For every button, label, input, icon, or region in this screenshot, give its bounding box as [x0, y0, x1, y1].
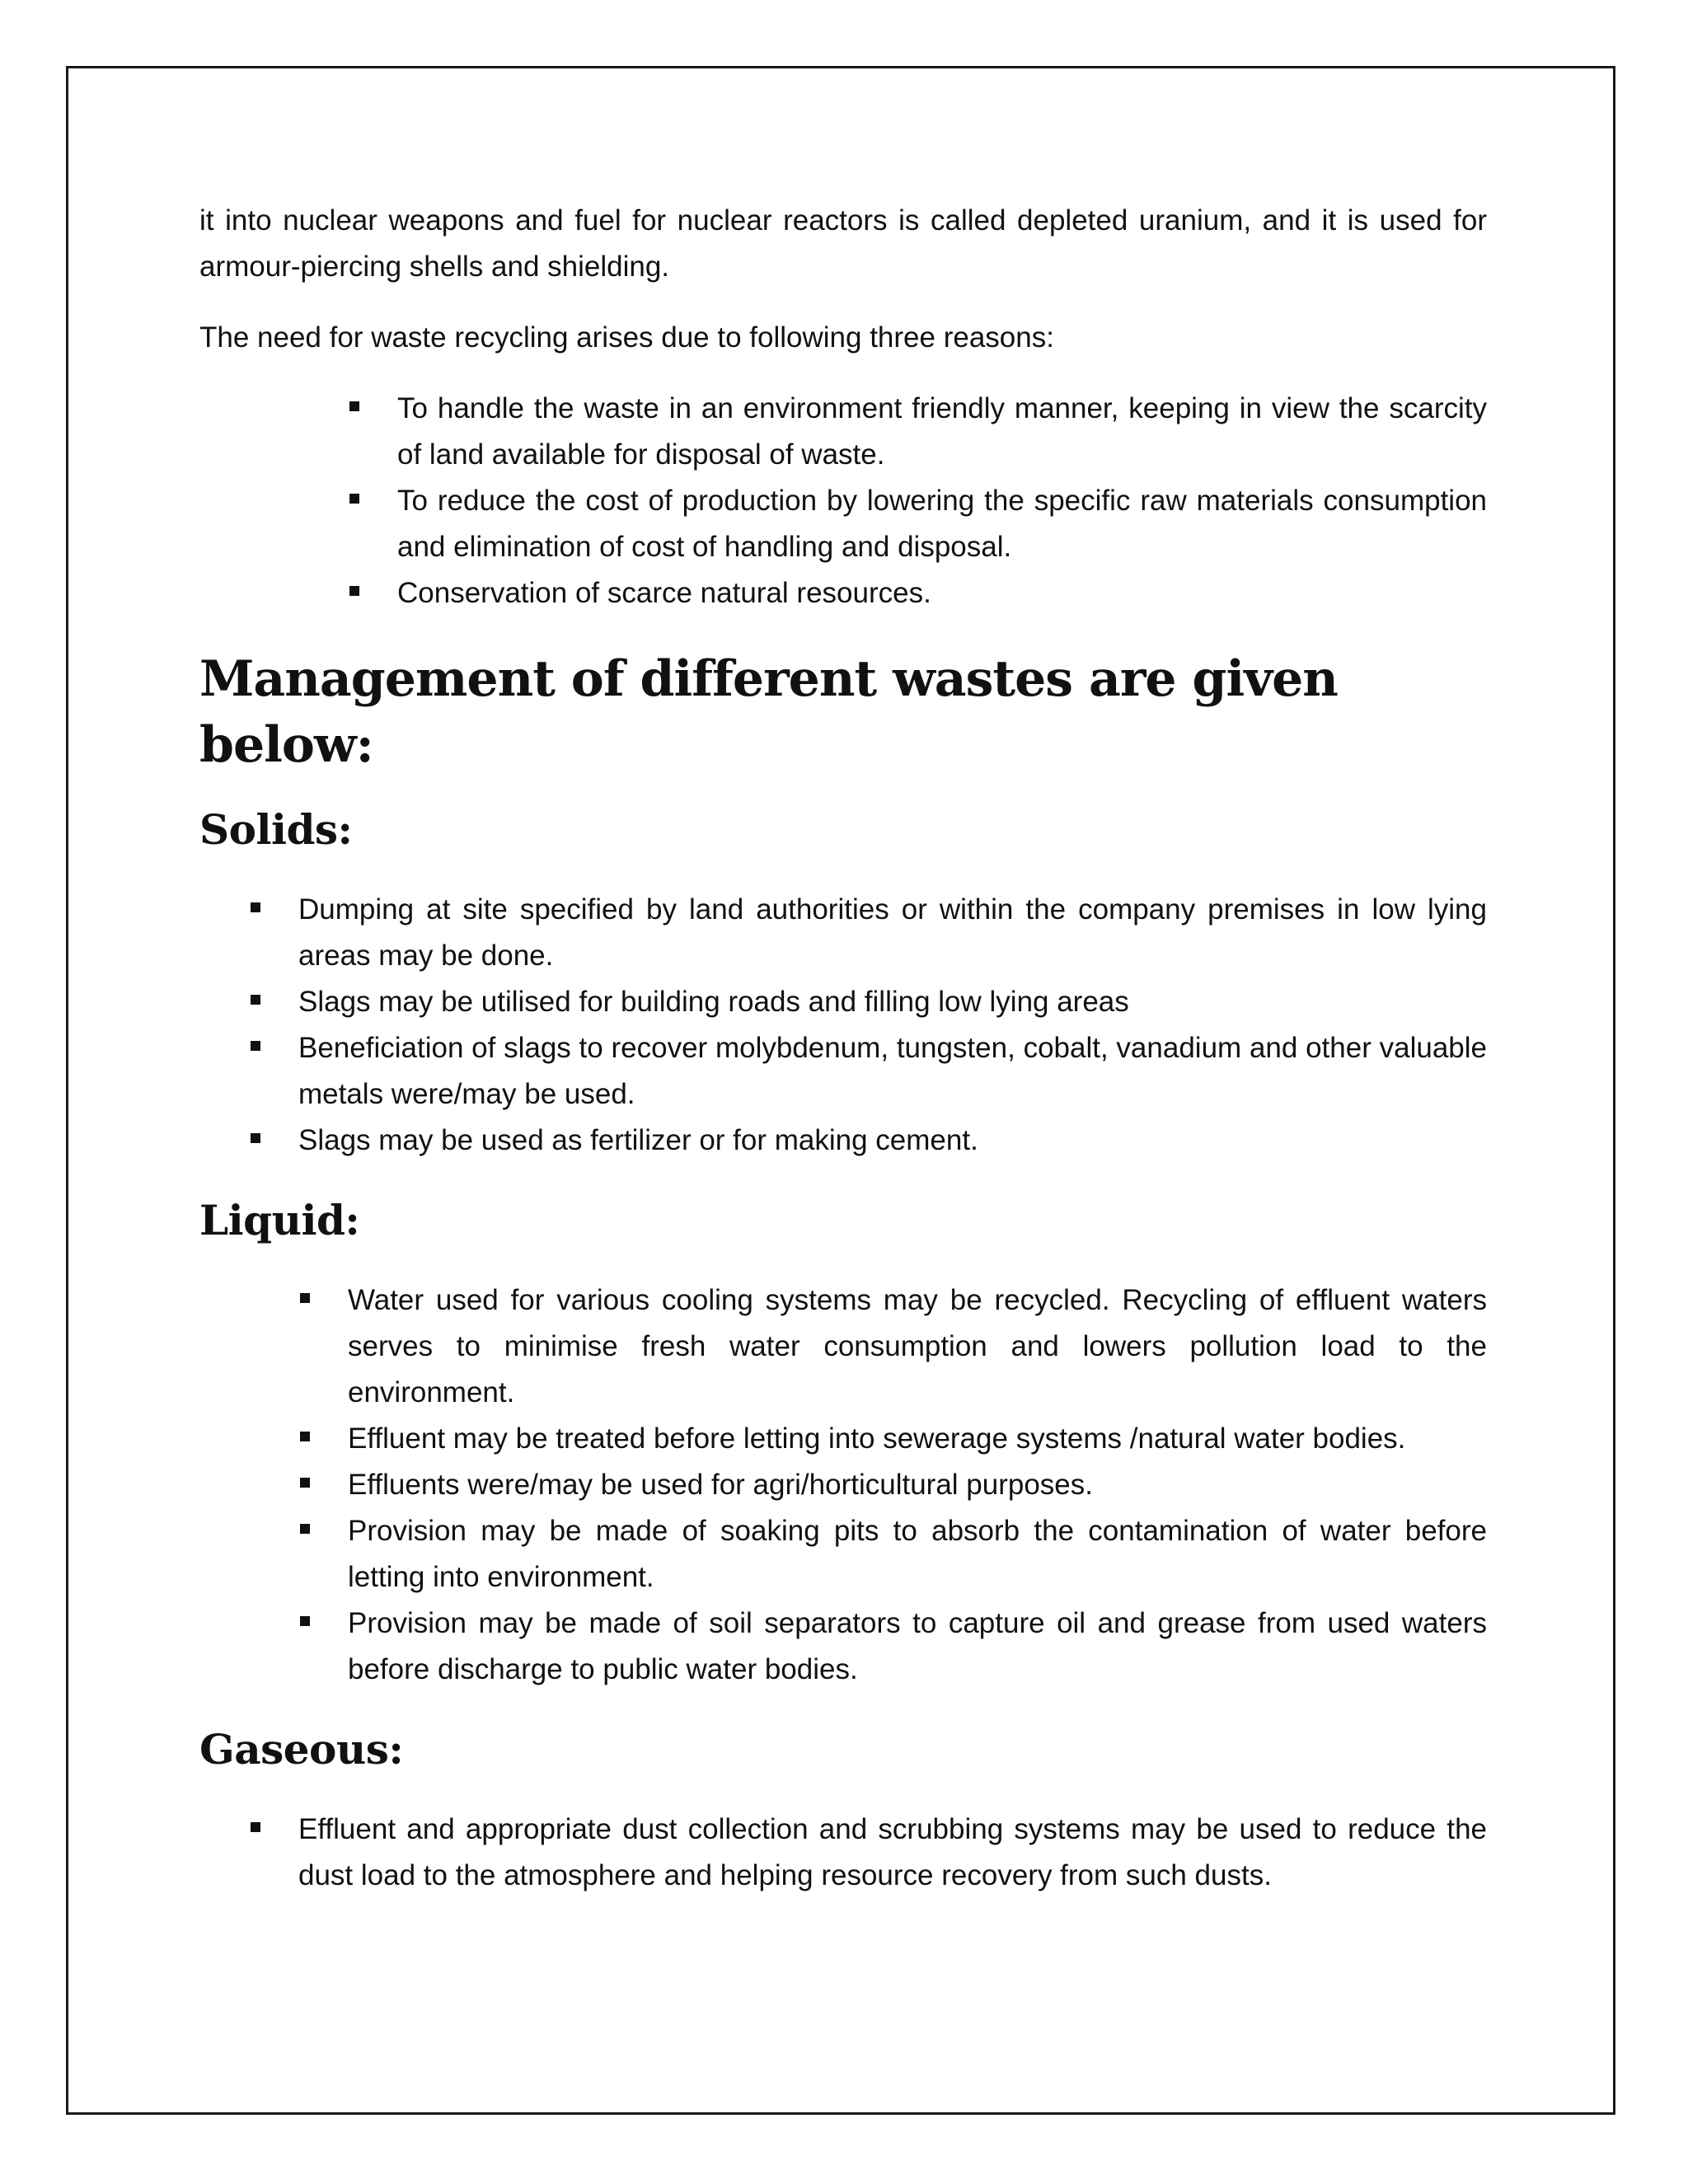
list-item-text: Effluents were/may be used for agri/horticultural purposes.: [348, 1469, 1093, 1501]
list-item-text: To handle the waste in an environment friendly manner, keeping in view the scarcity of land available for disposal of waste.: [397, 392, 1487, 471]
list-item-text: Provision may be made of soil separators to capture oil and grease from used waters before discharge to public water bodies.: [348, 1607, 1487, 1685]
square-bullet-icon: [349, 386, 361, 432]
list-item: [199, 1416, 1487, 1462]
solids-list: [199, 887, 1487, 1164]
square-bullet-icon: [300, 1416, 312, 1462]
list-item: [199, 570, 1487, 616]
list-item: [199, 1277, 1487, 1416]
list-item: [199, 887, 1487, 979]
section-heading-solids: Solids:: [199, 805, 353, 854]
square-bullet-icon: [300, 1277, 312, 1324]
page-title: Management of different wastes are given below:: [199, 650, 1338, 774]
list-item-text: Water used for various cooling systems may be recycled. Recycling of effluent waters serves to minimise fresh water consumption and lowers pollution load to the environment.: [348, 1284, 1487, 1408]
list-item-text: Beneficiation of slags to recover molybdenum, tungsten, cobalt, vanadium and other valuable metals were/may be used.: [298, 1032, 1487, 1110]
square-bullet-icon: [349, 478, 361, 524]
list-item: [199, 1601, 1487, 1693]
list-item: [199, 1462, 1487, 1508]
list-item: [199, 386, 1487, 478]
intro-paragraph: it into nuclear weapons and fuel for nuclear reactors is called depleted uranium, and it is used for armour-piercing shells and shielding.: [199, 204, 1487, 283]
list-item-text: Effluent may be treated before letting into sewerage systems /natural water bodies.: [348, 1422, 1406, 1455]
section-heading-gaseous: Gaseous:: [199, 1725, 404, 1774]
list-item: [199, 1025, 1487, 1118]
section-heading-liquid: Liquid:: [199, 1196, 360, 1244]
list-item-text: Conservation of scarce natural resources.: [397, 577, 931, 609]
list-item: [199, 478, 1487, 570]
list-item-text: Dumping at site specified by land authorities or within the company premises in low lying areas may be done.: [298, 893, 1487, 972]
recycling-lead: The need for waste recycling arises due to following three reasons:: [199, 321, 1054, 354]
list-item: [199, 1508, 1487, 1601]
list-item-text: Slags may be used as fertilizer or for making cement.: [298, 1124, 978, 1156]
square-bullet-icon: [300, 1462, 312, 1508]
square-bullet-icon: [300, 1601, 312, 1647]
list-item-text: Provision may be made of soaking pits to absorb the contamination of water before letting into environment.: [348, 1515, 1487, 1593]
gaseous-list: [199, 1807, 1487, 1899]
liquid-list: [199, 1277, 1487, 1693]
square-bullet-icon: [251, 979, 262, 1025]
list-item-text: To reduce the cost of production by lowering the specific raw materials consumption and elimination of cost of handling and disposal.: [397, 485, 1487, 563]
square-bullet-icon: [251, 1025, 262, 1071]
list-item-text: Effluent and appropriate dust collection and scrubbing systems may be used to reduce the dust load to the atmosphere and helping resource recovery from such dusts.: [298, 1813, 1487, 1891]
list-item-text: Slags may be utilised for building roads and filling low lying areas: [298, 986, 1129, 1018]
square-bullet-icon: [251, 1807, 262, 1853]
square-bullet-icon: [349, 570, 361, 616]
list-item: [199, 1118, 1487, 1164]
list-item: [199, 1807, 1487, 1899]
square-bullet-icon: [251, 887, 262, 933]
square-bullet-icon: [251, 1118, 262, 1164]
square-bullet-icon: [300, 1508, 312, 1554]
document-body: [199, 198, 1487, 1899]
recycling-reasons-list: [199, 386, 1487, 616]
list-item: [199, 979, 1487, 1025]
